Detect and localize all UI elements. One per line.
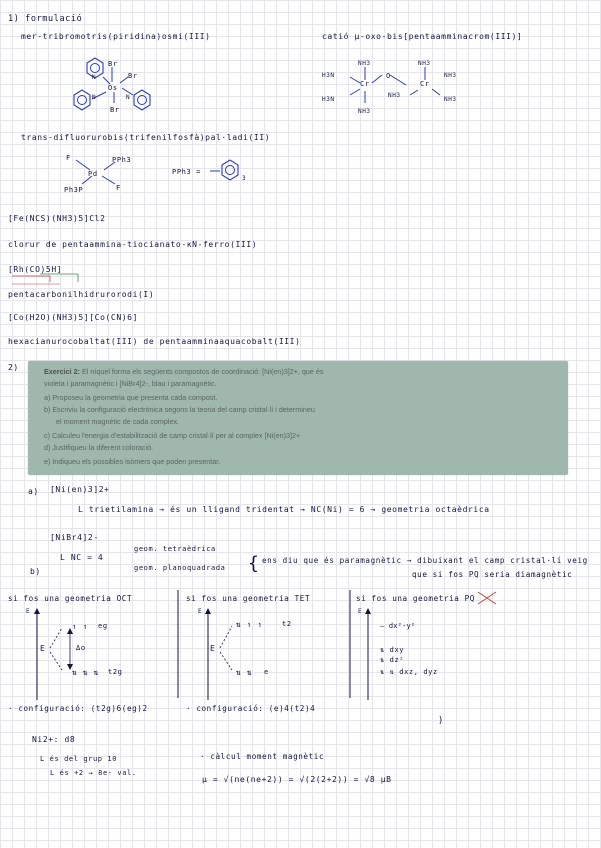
pd-pph3-definition: PPh3 = [172, 168, 201, 176]
pq-dz2-label: dz² [389, 656, 405, 664]
oct-eg-arrows: ↿ ↿ [72, 622, 89, 631]
os-br-top: Br [108, 60, 118, 68]
compound-a-name: mer-tribromotris(piridina)osmi(III) [21, 32, 211, 41]
compound-d-formula: [Fe(NCS)(NH3)5]Cl2 [8, 214, 106, 223]
compound-e-name: pentacarbonilhidrurorodi(I) [8, 290, 155, 299]
compound-b-name: catió μ-oxo-bis[pentaamminacrom(III)] [322, 32, 523, 41]
brace-symbol: { [248, 553, 259, 574]
os-br-bottom: Br [110, 106, 120, 114]
moment-title: · càlcul moment magnètic [200, 752, 325, 761]
tet-e-arrows: ⇅ ⇅ [236, 668, 253, 677]
closing-paren: ) [438, 716, 445, 726]
col-pq-title: si fos una geometria PQ [356, 594, 475, 603]
cr-center-left: Cr [360, 80, 370, 88]
ni-config: Ni2+: d8 [32, 735, 76, 744]
pd-center: Pd [88, 170, 98, 178]
exercise-part-b: b) Escriviu la configuració electrònica segons la teoria del camp cristal·lí i determineu [44, 405, 315, 414]
pq-dx2y2-label: dx²-y² [388, 622, 416, 630]
answer-b-reason2: que si fos PQ seria diamagnètic [412, 570, 573, 579]
cr-oxo: O [386, 72, 391, 80]
exercise-part-b2: el moment magnètic de cada complex. [56, 417, 180, 426]
cr-nh3-bottom-left: NH3 [358, 108, 371, 115]
os-n1: N [92, 74, 97, 81]
exercise-part-e: e) Indiqueu els possibles isòmers que poden presentar. [44, 457, 221, 466]
col-oct-title: si fos una geometria OCT [8, 594, 133, 603]
answer-b-complex: [NiBr4]2- [50, 533, 99, 542]
oct-eg-label: eg [98, 622, 108, 630]
cr-nh3-right: NH3 [444, 72, 457, 79]
ni-group: L és del grup 10 [40, 755, 118, 763]
oct-delta-label: Δo [76, 644, 86, 652]
tet-e-axis: E [198, 608, 203, 615]
os-n2: N [92, 94, 97, 101]
answer-a-complex: [Ni(en)3]2+ [50, 485, 110, 494]
exercise-part-d: d) Justifiqueu la diferent coloració. [44, 443, 154, 452]
cr-nh3-top-right: NH3 [418, 60, 431, 67]
pq-e-axis: E [358, 608, 363, 615]
cr-nh3-middle: NH3 [388, 92, 401, 99]
svg-text:3: 3 [242, 175, 246, 182]
answer-a-reason: L trietilamina → és un lligand tridentat → NC(Ni) = 6 → geometria octaèdrica [78, 505, 490, 514]
exercise-intro: El níquel forma els següents compostos de coordinació: [Ni(en)3]2+, que és [81, 367, 324, 376]
compound-f-formula: [Co(H2O)(NH3)5][Co(CN)6] [8, 313, 138, 322]
oct-t2g-arrows: ⇅ ⇅ ⇅ [72, 668, 100, 677]
pq-dxz-label: dxz, dyz [399, 668, 438, 676]
tet-e-label: e [264, 668, 269, 676]
pq-level-2 [380, 646, 404, 654]
oct-t2g-label: t2g [108, 668, 123, 676]
answer-b-label: b) [30, 567, 41, 576]
cr-h3n-left2: H3N [322, 96, 335, 103]
pd-f-bottom: F [116, 184, 121, 192]
pq-level-4 [380, 668, 438, 676]
answer-b-geom-pq: geom. planoquadrada [134, 564, 226, 572]
section2-number: 2) [8, 363, 19, 372]
exercise-title: Exercici 2: [44, 367, 80, 376]
pd-pph3-top: PPh3 [112, 156, 132, 164]
oct-energy-label: E [40, 644, 46, 653]
compound-f-name: hexacianurocobaltat(III) de pentaamminaaquacobalt(III) [8, 337, 301, 346]
moment-formula: μ = √(ne(ne+2)) = √(2(2+2)) = √8 μB [202, 775, 392, 784]
os-center: Os [108, 84, 118, 92]
os-n3: N [126, 94, 131, 101]
section1-heading: 1) formulació [8, 14, 83, 24]
pq-dxy-electrons: ⇅ [380, 646, 385, 654]
pd-f-top: F [66, 154, 71, 162]
exercise-intro2: violeta i paramagnètic i [NiBr4]2-, blau i paramagnètic. [44, 379, 217, 388]
compound-d-name: clorur de pentaammina-tiocianato-κN-ferro(III) [8, 240, 258, 249]
compound-c-name: trans-difluorurobis(trifenilfosfà)pal·ladi(II) [21, 133, 271, 142]
config-tet: · configuració: (e)4(t2)4 [186, 704, 316, 713]
oct-e-axis: E [26, 608, 31, 615]
pd-ph3p: Ph3P [64, 186, 84, 194]
col-tet-title: si fos una geometria TET [186, 594, 311, 603]
exercise-part-c: c) Calculeu l'energia d'estabilització de camp cristal·lí per al complex [Ni(en)3]2+ [44, 431, 301, 440]
cr-nh3-top-left: NH3 [358, 60, 371, 67]
config-oct: · configuració: (t2g)6(eg)2 [8, 704, 148, 713]
pq-dz2-electrons: ⇅ [380, 656, 385, 664]
cr-nh3-bottom-right: NH3 [444, 96, 457, 103]
cr-h3n-left: H3N [322, 72, 335, 79]
tet-t2-label: t2 [282, 620, 292, 628]
exercise-part-a: a) Proposeu la geometria que presenta cada compost. [44, 393, 218, 402]
tet-energy-label: E [210, 644, 216, 653]
pq-dxz-electrons: ⇅ ⇅ [380, 668, 395, 676]
ni-valence: L és +2 → 8e- val. [50, 769, 137, 777]
pq-level-1: — dx²-y² [380, 622, 416, 630]
cr-center-right: Cr [420, 80, 430, 88]
answer-b-reason: ens diu que és paramagnètic → dibuixant el camp cristal·lí veig [262, 556, 588, 565]
pq-dxy-label: dxy [389, 646, 405, 654]
os-br-right: Br [128, 72, 138, 80]
answer-a-label: a) [28, 487, 39, 496]
answer-b-nc: L NC = 4 [60, 553, 104, 562]
answer-b-geom-tet: geom. tetraèdrica [134, 545, 216, 553]
compound-e-formula: [Rh(CO)5H] [8, 265, 63, 274]
tet-t2-arrows: ⇅ ↿ ↿ [236, 620, 264, 629]
pq-level-3 [380, 656, 404, 664]
